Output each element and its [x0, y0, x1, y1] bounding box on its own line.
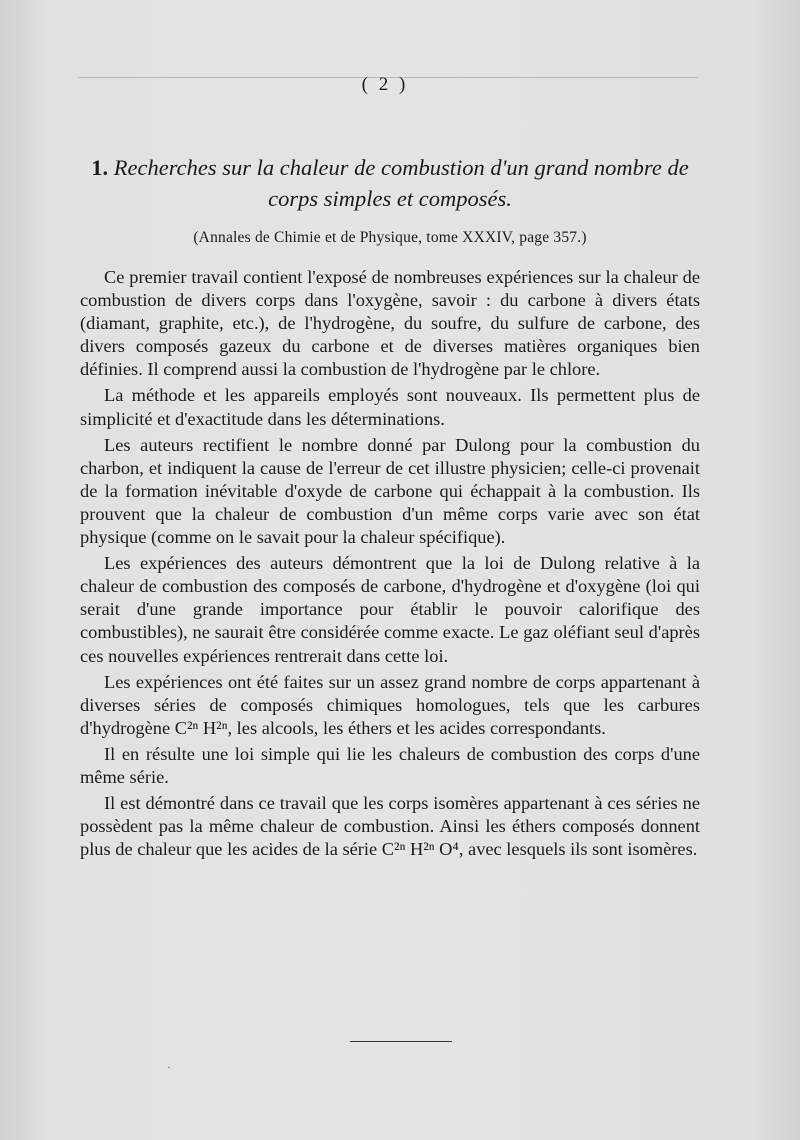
citation: (Annales de Chimie et de Physique, tome XXXIV, page 357.) [193, 229, 587, 246]
paragraph: Les expériences des auteurs démontrent que la loi de Dulong relative à la chaleur de combustion des composés de carbone, d'hydrogène et d'oxygène (loi qui serait d'une grande importance pour établir le pouvoir calorifique des combustibles), ne saurait être considérée comme exacte. Le gaz oléfiant seul d'après ces nouvelles expériences rentrerait dans cette loi. [80, 553, 700, 666]
paragraph: Les expériences ont été faites sur un assez grand nombre de corps appartenant à diverses séries de composés chimiques homologues, tels que les carbures d'hydrogène C²ⁿ H²ⁿ, les alcools, les éthers et les acides correspondants. [80, 671, 700, 738]
footer-rule [350, 1041, 452, 1042]
footer-mark: · [167, 1060, 171, 1074]
paragraph: La méthode et les appareils employés sont nouveaux. Ils permettent plus de simplicité et d'exactitude dans les déterminations. [80, 385, 700, 429]
page-number: ( 2 ) [361, 74, 409, 95]
paragraph: Les auteurs rectifient le nombre donné par Dulong pour la combustion du charbon, et indiquent la cause de l'erreur de cet illustre physicien; celle-ci provenait de la formation inévitable d'oxyde de carbone qui échappait à la combustion. Ils prouvent que la chaleur de combustion d'un même corps varie avec son état physique (comme on le savait pour la chaleur spécifique). [80, 434, 700, 548]
section-title [80, 152, 700, 214]
title-line-2: corps simples et composés. [268, 186, 512, 211]
body-text [80, 266, 700, 861]
paragraph: Il en résulte une loi simple qui lie les chaleurs de combustion des corps d'une même série. [80, 743, 700, 787]
paragraph: Ce premier travail contient l'exposé de nombreuses expériences sur la chaleur de combustion de divers corps dans l'oxygène, savoir : du carbone à divers états (diamant, graphite, etc.), de l'hydrogène, du soufre, du sulfure de carbone, des divers composés gazeux du carbone et de diverses matières organiques bien définies. Il comprend aussi la combustion de l'hydrogène par le chlore. [80, 267, 700, 380]
paragraph: Il est démontré dans ce travail que les corps isomères appartenant à ces séries ne possèdent pas la même chaleur de combustion. Ainsi les éthers composés donnent plus de chaleur que les acides de la série C²ⁿ H²ⁿ O⁴, avec lesquels ils sont isomères. [80, 793, 700, 860]
title-line-1: Recherches sur la chaleur de combustion d'un grand nombre de [113, 155, 689, 180]
section-number: 1. [91, 155, 109, 180]
